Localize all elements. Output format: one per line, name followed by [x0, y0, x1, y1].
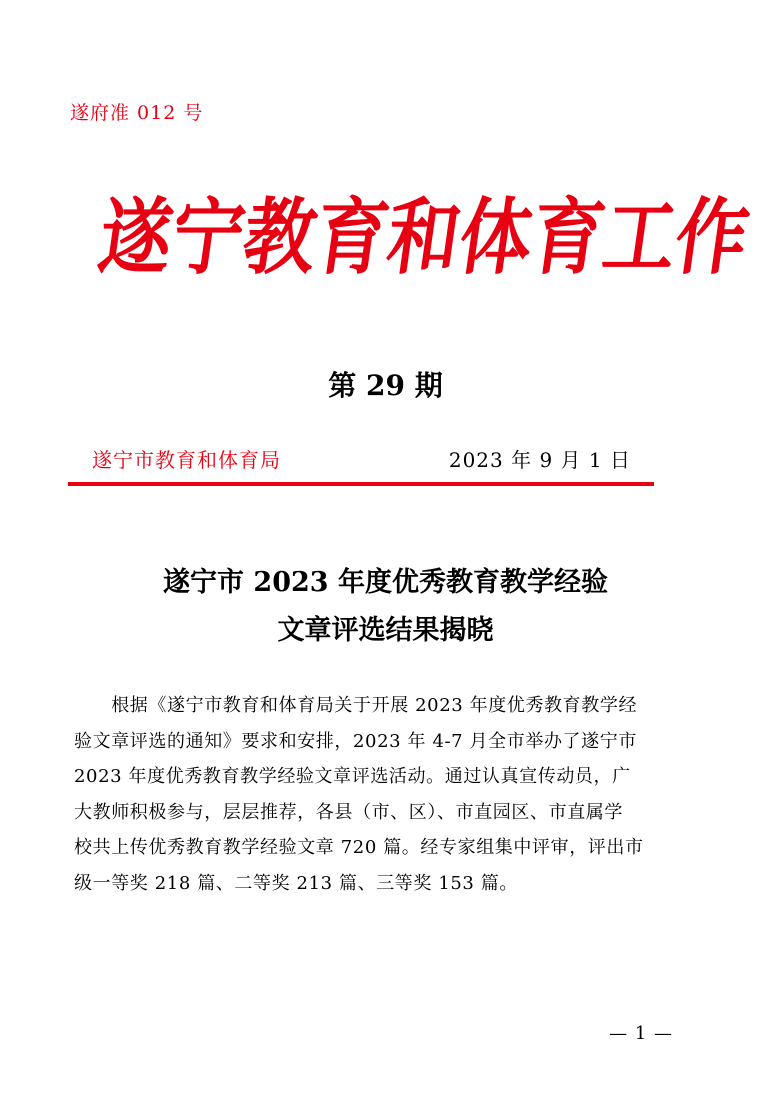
approval-number: 遂府准 012 号 [70, 102, 204, 124]
masthead-char: 宁 [165, 187, 251, 286]
issue-number: 第 29 期 [328, 369, 443, 402]
article-title-line: 遂宁市 2023 年度优秀教育教学经验 [163, 567, 608, 598]
body-line: 大教师积极参与，层层推荐，各县（市、区）、市直园区、市直属学 [74, 801, 623, 823]
article-title-line: 文章评选结果揭晓 [277, 615, 494, 646]
body-line: 级一等奖 218 篇、二等奖 213 篇、三等奖 153 篇。 [74, 872, 518, 894]
article-title [0, 559, 771, 655]
issue-date: 2023 年 9 月 1 日 [448, 448, 631, 472]
masthead-char: 教 [237, 187, 323, 286]
body-line: 验文章评选的通知》要求和安排，2023 年 4-7 月全市举办了遂宁市 [74, 730, 637, 752]
masthead-char: 作 [669, 187, 756, 286]
masthead-char: 遂 [93, 187, 179, 286]
masthead-title [93, 172, 756, 302]
masthead-char: 工 [597, 187, 684, 286]
body-line: 根据《遂宁市教育和体育局关于开展 2023 年度优秀教育教学经 [74, 695, 638, 716]
masthead-char: 体 [453, 187, 540, 286]
masthead-char: 和 [381, 187, 468, 286]
article-body [74, 688, 684, 901]
masthead-char: 育 [525, 187, 612, 286]
body-line: 校共上传优秀教育教学经验文章 720 篇。经专家组集中评审，评出市 [74, 837, 644, 858]
body-line: 2023 年度优秀教育教学经验文章评选活动。通过认真宣传动员，广 [74, 766, 631, 787]
issuer-name: 遂宁市教育和体育局 [92, 448, 281, 472]
page-number: — 1 — [609, 1023, 673, 1044]
masthead-char: 育 [309, 187, 396, 286]
red-divider-line [68, 482, 654, 486]
